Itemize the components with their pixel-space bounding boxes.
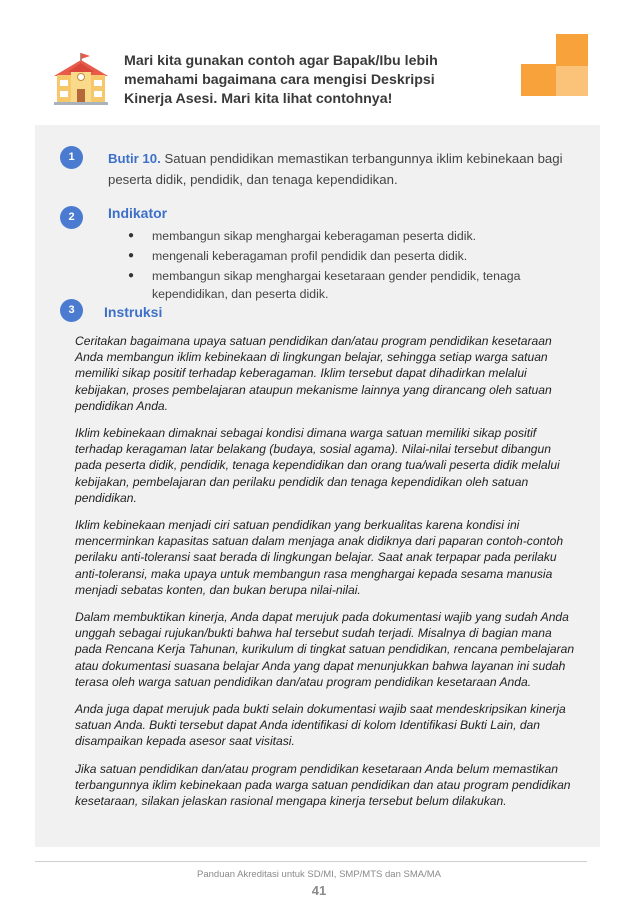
- indikator-heading: Indikator: [108, 205, 168, 221]
- indikator-list: [128, 227, 578, 305]
- intro-text: Mari kita gunakan contoh agar Bapak/Ibu lebih memahami bagaimana cara mengisi Deskripsi Kinerja Asesi. Mari kita lihat contohnya!: [124, 53, 438, 107]
- instruksi-paragraph: Dalam membuktikan kinerja, Anda dapat merujuk pada dokumentasi wajib yang sudah Anda unggah sebagai rujukan/bukti bahwa hal tersebut sudah terjadi. Misalnya di bagian mana pada Rencana Kerja Tahunan, kurikulum di tingkat satuan pendidikan, rencana pembelajaran atau dokumentasi suasana belajar Anda yang dapat menunjukkan bahwa layanan ini sudah terasa oleh warga satuan pendidikan dan/atau program pendidikan kesetaraan Anda.: [75, 610, 575, 689]
- instruksi-paragraph: Jika satuan pendidikan dan/atau program pendidikan kesetaraan Anda belum memastikan terbangunnya iklim kebinekaan pada warga satuan pendidikan dan atau program pendidikan kesetaraan, silakan jelaskan rasional mengapa kinerja tersebut belum dilakukan.: [75, 761, 571, 809]
- butir-text: Satuan pendidikan memastikan terbangunnya iklim kebinekaan bagi peserta didik, pendidik, dan tenaga kependidikan.: [108, 151, 563, 187]
- page-number: 41: [311, 883, 327, 898]
- decorative-square: [556, 66, 588, 96]
- instruksi-paragraph: Ceritakan bagaimana upaya satuan pendidikan dan/atau program pendidikan kesetaraan Anda membangun iklim kebinekaan di lingkungan belajar, sehingga setiap warga satuan memiliki sikap positif terhadap keberagaman. Iklim tersebut dapat dihadirkan melalui kebijakan, proses pembelajaran ataupun mekanisme lainnya yang dirancang oleh satuan pendidikan Anda.: [75, 334, 552, 413]
- decorative-square: [521, 64, 557, 96]
- indikator-item: ● mengenali keberagaman profil pendidik dan peserta didik.: [128, 247, 578, 265]
- footer-text: Panduan Akreditasi untuk SD/MI, SMP/MTS dan SMA/MA: [197, 869, 441, 880]
- step-badge-1: 1: [60, 146, 83, 169]
- school-building-icon: [52, 50, 110, 106]
- step-badge-3: 3: [60, 299, 83, 322]
- instruksi-heading: Instruksi: [104, 304, 163, 320]
- instruksi-paragraph: Iklim kebinekaan menjadi ciri satuan pendidikan yang berkualitas karena kondisi ini mencerminkan kapasitas satuan dalam menjaga anak didiknya dari paparan contoh-contoh perilaku anti-toleransi saat berada di lingkungan belajar. Saat anak terpapar pada perilaku anti-toleransi, maka upaya untuk membangun rasa menghargai kepada sesama manusia menjadi sebatas konten, dan bukan berupa nilai-nilai.: [75, 518, 564, 597]
- butir-statement: [108, 148, 578, 190]
- indikator-item: ● membangun sikap menghargai keberagaman peserta didik.: [128, 227, 578, 245]
- indikator-item: ● membangun sikap menghargai kesetaraan gender pendidik, tenaga kependidikan, dan peserta didik.: [128, 267, 578, 303]
- footer-divider: [35, 861, 587, 862]
- instruksi-paragraph: Anda juga dapat merujuk pada bukti selain dokumentasi wajib saat mendeskripsikan kinerja satuan Anda. Bukti tersebut dapat Anda identifikasi di kolom Identifikasi Bukti Lain, dan disampaikan kepada asesor saat visitasi.: [75, 702, 566, 749]
- butir-label: Butir 10.: [108, 151, 161, 166]
- instruksi-paragraph: Iklim kebinekaan dimaknai sebagai kondisi dimana warga satuan memiliki sikap positif terhadap keragaman latar belakang (budaya, sosial agama). Nilai-nilai tersebut dibangun pada peserta didik, pendidik, tenaga kependidikan dan orang tua/wali peserta didik melalui kebijakan, pembelajaran dan perilaku pendidik dan tenaga kependidikan oleh satuan pendidikan.: [75, 426, 560, 505]
- step-badge-2: 2: [60, 206, 83, 229]
- instruksi-body: [75, 333, 575, 820]
- decorative-square: [556, 34, 588, 66]
